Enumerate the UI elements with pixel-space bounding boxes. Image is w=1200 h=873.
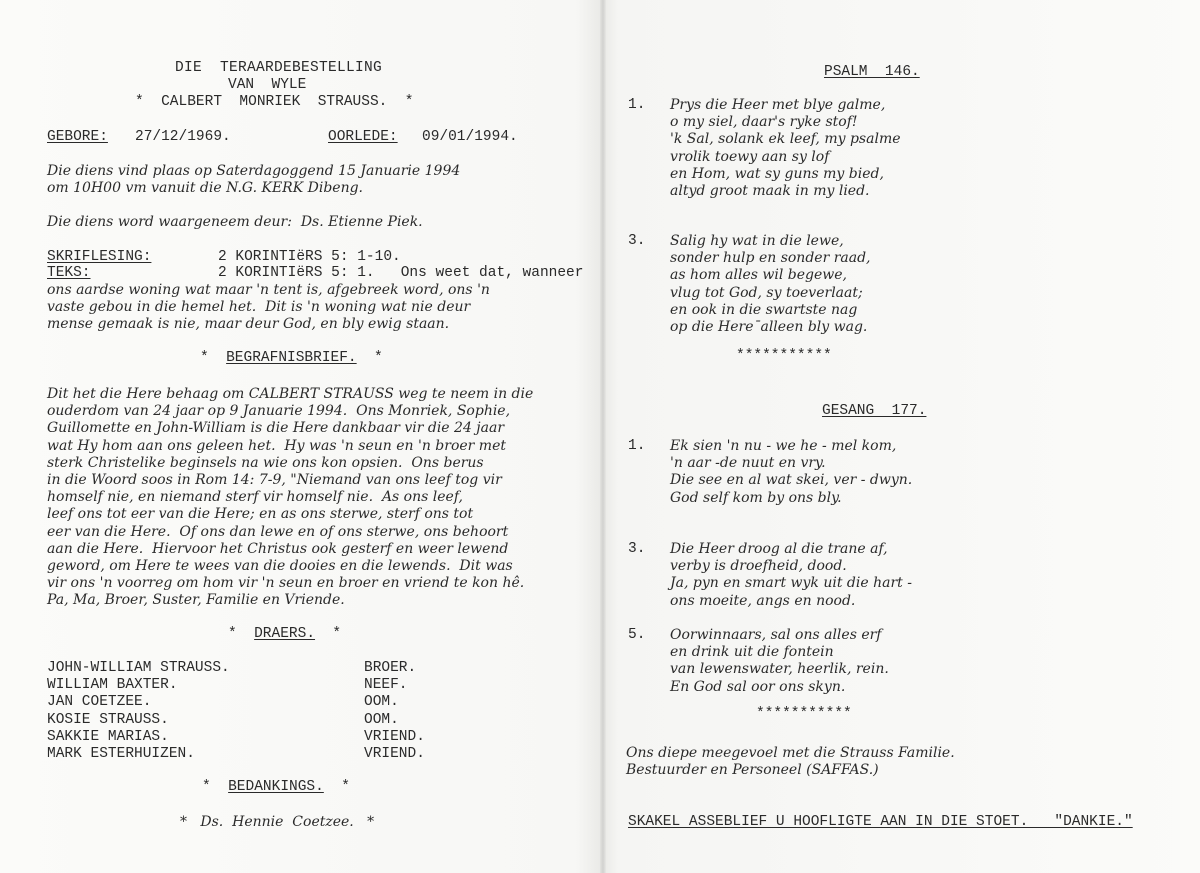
verse-line: Die Heer droog al die trane af, <box>670 541 888 557</box>
letter-line: leef ons tot eer van die Here; en as ons sterwe, sterf ons tot <box>47 506 474 523</box>
thanks-heading: BEDANKINGS. <box>228 779 324 795</box>
separator-2: *********** <box>756 706 852 722</box>
verse-line: en ook in die swartste nag <box>670 301 858 318</box>
bearer-relation: BROER. <box>364 660 417 676</box>
reading-label: SKRIFLESING: <box>47 249 152 265</box>
letter-heading: BEGRAFNISBRIEF. <box>226 350 357 366</box>
verse-line: Ja, pyn en smart wyk uit die hart - <box>670 575 912 592</box>
letter-line: Guillomette en John-William is die Here dankbaar vir die 24 jaar <box>47 420 505 437</box>
verse-line: 'k Sal, solank ek leef, my psalme <box>670 131 901 148</box>
verse-line: vrolik toewy aan sy lof <box>670 148 830 165</box>
verse-line: God self kom by ons bly. <box>670 489 842 506</box>
text-line-2: vaste gebou in die hemel het. Dit is 'n woning wat nie deur <box>47 299 471 315</box>
title-line-1: DIE TERAARDEBESTELLING <box>175 60 383 76</box>
letter-heading-wrap: * BEGRAFNISBRIEF. * <box>200 350 383 366</box>
text-ref: 2 KORINTIëRS 5: 1. Ons weet dat, wanneer <box>218 265 584 281</box>
verse-number: 5. <box>628 627 646 643</box>
officiant-line: Die diens word waargeneem deur: Ds. Etienne Piek. <box>47 214 423 230</box>
died-label: OORLEDE: <box>328 129 398 145</box>
service-line-1: Die diens vind plaas op Saterdagoggend 15 Januarie 1994 <box>47 163 461 179</box>
verse-line: en Hom, wat sy guns my bied, <box>670 165 884 182</box>
verse-line: as hom alles wil begewe, <box>670 267 847 284</box>
text-line-3: mense gemaak is nie, maar deur God, en bly ewig staan. <box>47 316 450 332</box>
bearer-name: JOHN-WILLIAM STRAUSS. <box>47 660 230 676</box>
footer-notice: SKAKEL ASSEBLIEF U HOOFLIGTE AAN IN DIE STOET. "DANKIE." <box>628 814 1133 830</box>
verse-line: altyd groot maak in my lied. <box>670 183 870 199</box>
bearer-name: KOSIE STRAUSS. <box>47 711 169 728</box>
letter-line: ouderdom van 24 jaar op 9 Januarie 1994. Ons Monriek, Sophie, <box>47 403 511 420</box>
condolence-line-2: Bestuurder en Personeel (SAFFAS.) <box>626 762 879 778</box>
thanks-heading-wrap: * BEDANKINGS. * <box>202 779 350 795</box>
verse-line: verby is droefheid, dood. <box>670 558 847 575</box>
verse-number: 3. <box>628 541 646 557</box>
verse-line: van lewenswater, heerlik, rein. <box>670 661 889 678</box>
title-line-2: VAN WYLE <box>228 77 307 93</box>
bearer-relation: VRIEND. <box>364 746 425 762</box>
bearer-name: WILLIAM BAXTER. <box>47 677 178 694</box>
verse-line: En God sal oor ons skyn. <box>670 678 846 695</box>
verse-number: 1. <box>628 97 646 113</box>
verse-line: Ek sien 'n nu - we he - mel kom, <box>670 438 897 454</box>
letter-line: Pa, Ma, Broer, Suster, Familie en Vriende. <box>47 592 345 609</box>
reading-ref: 2 KORINTIëRS 5: 1-10. <box>218 249 401 265</box>
born-label: GEBORE: <box>47 129 108 145</box>
letter-line: sterk Christelike beginsels na wie ons kon opsien. Ons berus <box>47 454 484 471</box>
bearers-heading-wrap: * DRAERS. * <box>228 626 342 642</box>
letter-line: eer van die Here. Of ons dan lewe en of ons sterwe, ons behoort <box>47 523 509 540</box>
verse-line: Oorwinnaars, sal ons alles erf <box>670 627 882 643</box>
letter-line: aan die Here. Hiervoor het Christus ook gesterf en weer lewend <box>47 540 509 557</box>
letter-line: geword, om Here te wees van die dooies en die lewends. Dit was <box>47 558 513 574</box>
bearer-name: SAKKIE MARIAS. <box>47 728 169 745</box>
service-line-2: om 10H00 vm vanuit die N.G. KERK Dibeng. <box>47 180 363 196</box>
verse-line: en drink uit die fontein <box>670 644 834 661</box>
died-date: 09/01/1994. <box>422 129 518 145</box>
verse-line: sonder hulp en sonder raad, <box>670 250 871 267</box>
verse-number: 1. <box>628 438 646 454</box>
verse-line: Die see en al wat skei, ver - dwyn. <box>670 472 913 489</box>
bearers-heading: DRAERS. <box>254 626 316 642</box>
verse-line: ons moeite, angs en nood. <box>670 592 856 609</box>
bearer-name: JAN COETZEE. <box>47 694 152 711</box>
bearer-relation: OOM. <box>364 711 399 728</box>
thanks-name: * Ds. Hennie Coetzee. * <box>180 814 375 830</box>
verse-line: 'n aar -de nuut en vry. <box>670 455 826 472</box>
bearer-relation: OOM. <box>364 694 399 711</box>
text-line-1: ons aardse woning wat maar 'n tent is, afgebreek word, ons 'n <box>47 282 490 298</box>
bearer-relation: NEEF. <box>364 677 408 694</box>
verse-line: o my siel, daar's ryke stof! <box>670 114 858 131</box>
condolence-line-1: Ons diepe meegevoel met die Strauss Familie. <box>626 745 955 761</box>
bearer-relation: VRIEND. <box>364 728 425 745</box>
title-line-3: * CALBERT MONRIEK STRAUSS. * <box>135 94 414 110</box>
verse-line: vlug tot God, sy toeverlaat; <box>670 284 863 301</box>
separator-1: *********** <box>736 348 832 364</box>
letter-line: wat Hy hom aan ons geleen het. Hy was 'n seun en 'n broer met <box>47 437 506 454</box>
psalm-heading: PSALM 146. <box>824 64 920 80</box>
right-page <box>606 0 1200 873</box>
bearer-name: MARK ESTERHUIZEN. <box>47 746 195 762</box>
verse-line: op die Here¯alleen bly wag. <box>670 319 868 335</box>
letter-line: homself nie, en niemand sterf vir homself nie. As ons leef, <box>47 489 463 506</box>
verse-number: 3. <box>628 233 646 249</box>
letter-line: Dit het die Here behaag om CALBERT STRAUSS weg te neem in die <box>47 386 534 402</box>
letter-line: in die Woord soos in Rom 14: 7-9, "Niemand van ons leef tog vir <box>47 472 502 488</box>
hymn-heading: GESANG 177. <box>822 403 927 419</box>
letter-line: vir ons 'n voorreg om hom vir 'n seun en broer en vriend te kon hê. <box>47 575 525 592</box>
born-date: 27/12/1969. <box>135 129 231 145</box>
verse-line: Salig hy wat in die lewe, <box>670 233 844 249</box>
text-label: TEKS: <box>47 265 91 281</box>
verse-line: Prys die Heer met blye galme, <box>670 97 886 113</box>
